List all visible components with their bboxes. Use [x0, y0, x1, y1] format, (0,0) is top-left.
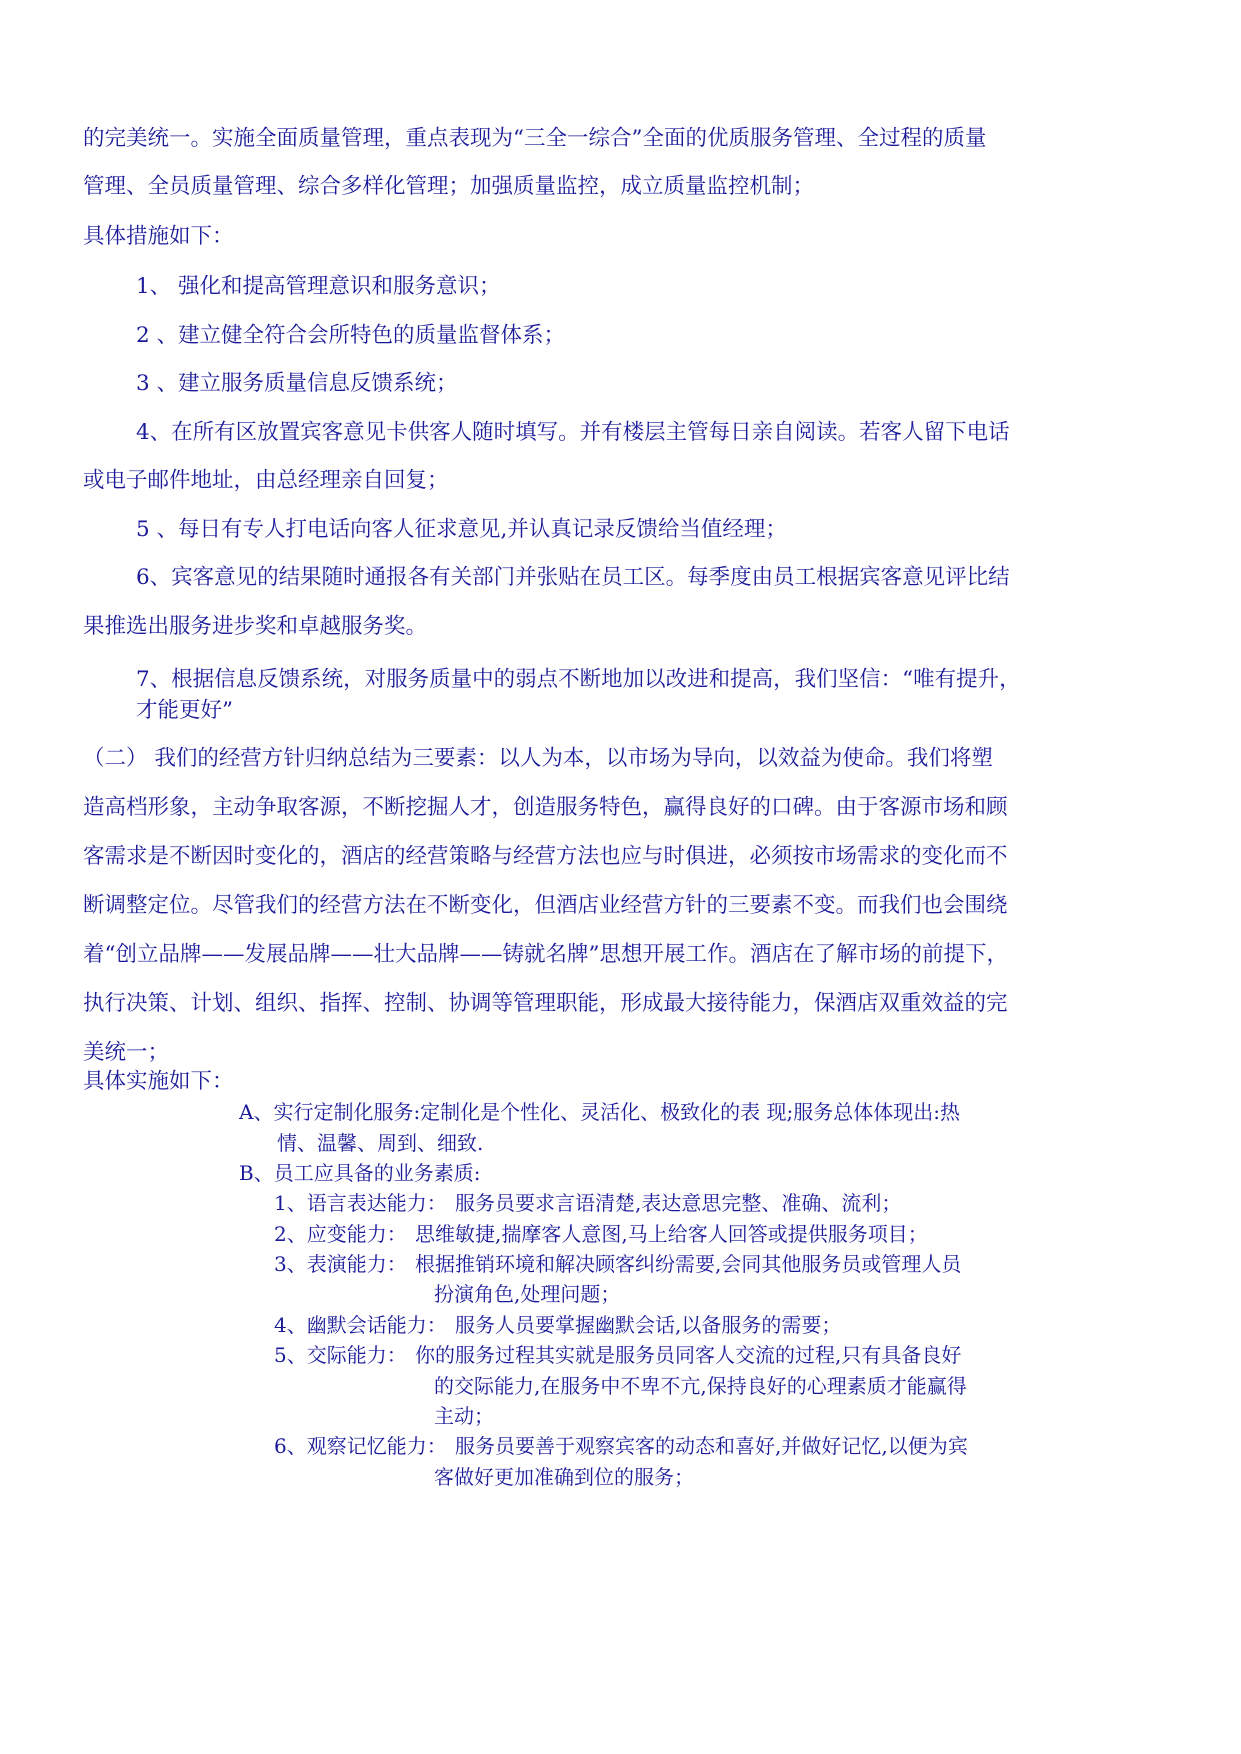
skill-5-text-3: 主动； [434, 1404, 494, 1428]
measure-7-line-1: 7、根据信息反馈系统，对服务质量中的弱点不断地加以改进和提高，我们坚信：“唯有提升， [136, 667, 1021, 692]
measure-4-line-1: 4、在所有区放置宾客意见卡供客人随时填写。并有楼层主管每日亲自阅读。若客人留下电话 [136, 420, 1010, 445]
skill-2-text: 思维敏捷,揣摩客人意图,马上给客人回答或提供服务项目； [415, 1222, 928, 1246]
section2-line-5: 着“创立品牌——发展品牌——壮大品牌——铸就名牌”思想开展工作。酒店在了解市场的前提下， [83, 942, 1008, 967]
item-a-line-1: A、实行定制化服务:定制化是个性化、灵活化、极致化的表 现;服务总体体现出:热 [239, 1100, 961, 1124]
skill-5-text-1: 你的服务过程其实就是服务员同客人交流的过程,只有具备良好 [415, 1343, 962, 1367]
skill-1-text: 服务员要求言语清楚,表达意思完整、准确、流利； [455, 1191, 902, 1215]
skill-5-label: 5、交际能力： [274, 1343, 407, 1367]
measure-1: 1、 强化和提高管理意识和服务意识； [136, 274, 501, 299]
skill-4-text: 服务人员要掌握幽默会话,以备服务的需要； [455, 1313, 842, 1337]
section2-line-3: 客需求是不断因时变化的，酒店的经营策略与经营方法也应与时俱进，必须按市场需求的变化而不 [83, 844, 1008, 869]
section2-line-4: 断调整定位。尽管我们的经营方法在不断变化，但酒店业经营方针的三要素不变。而我们也会围绕 [83, 893, 1008, 918]
skill-5-text-2: 的交际能力,在服务中不卑不亢,保持良好的心理素质才能赢得 [434, 1374, 967, 1398]
skill-6-text-2: 客做好更加准确到位的服务； [434, 1465, 694, 1489]
measure-4-line-2: 或电子邮件地址，由总经理亲自回复； [83, 468, 449, 493]
intro-line-1: 的完美统一。实施全面质量管理，重点表现为“三全一综合”全面的优质服务管理、全过程的质量 [83, 126, 987, 151]
measures-heading: 具体措施如下： [83, 224, 234, 249]
section2-line-2: 造高档形象，主动争取客源，不断挖掘人才，创造服务特色，赢得良好的口碑。由于客源市场和顾 [83, 795, 1008, 820]
section2-line-7: 美统一； [83, 1040, 170, 1065]
skill-3-text-2: 扮演角色,处理问题； [434, 1282, 621, 1306]
skill-3-text-1: 根据推销环境和解决顾客纠纷需要,会同其他服务员或管理人员 [415, 1252, 962, 1276]
implementation-heading: 具体实施如下： [83, 1069, 234, 1094]
measure-7-line-2: 才能更好” [136, 698, 233, 723]
measure-3: 3 、建立服务质量信息反馈系统； [136, 371, 458, 396]
intro-line-2: 管理、全员质量管理、综合多样化管理；加强质量监控，成立质量监控机制； [83, 174, 815, 199]
skill-6-label: 6、观察记忆能力： [274, 1434, 447, 1458]
measure-6-line-1: 6、宾客意见的结果随时通报各有关部门并张贴在员工区。每季度由员工根据宾客意见评比结 [136, 565, 1010, 590]
skill-6-text-1: 服务员要善于观察宾客的动态和喜好,并做好记忆,以便为宾 [455, 1434, 968, 1458]
measure-5: 5 、每日有专人打电话向客人征求意见,并认真记录反馈给当值经理； [136, 517, 787, 542]
skill-1-label: 1、语言表达能力： [274, 1191, 447, 1215]
item-b-heading: B、员工应具备的业务素质: [239, 1161, 481, 1185]
item-a-line-2: 情、温馨、周到、细致. [277, 1131, 484, 1155]
section2-line-1: （二） 我们的经营方针归纳总结为三要素：以人为本，以市场为导向，以效益为使命。我们将塑 [83, 746, 993, 771]
skill-3-label: 3、表演能力： [274, 1252, 407, 1276]
skill-2-label: 2、应变能力： [274, 1222, 407, 1246]
measure-6-line-2: 果推选出服务进步奖和卓越服务奖。 [83, 614, 428, 639]
measure-2: 2 、建立健全符合会所特色的质量监督体系； [136, 323, 566, 348]
skill-4-label: 4、幽默会话能力： [274, 1313, 447, 1337]
section2-line-6: 执行决策、计划、组织、指挥、控制、协调等管理职能，形成最大接待能力，保酒店双重效益的完 [83, 991, 1008, 1016]
